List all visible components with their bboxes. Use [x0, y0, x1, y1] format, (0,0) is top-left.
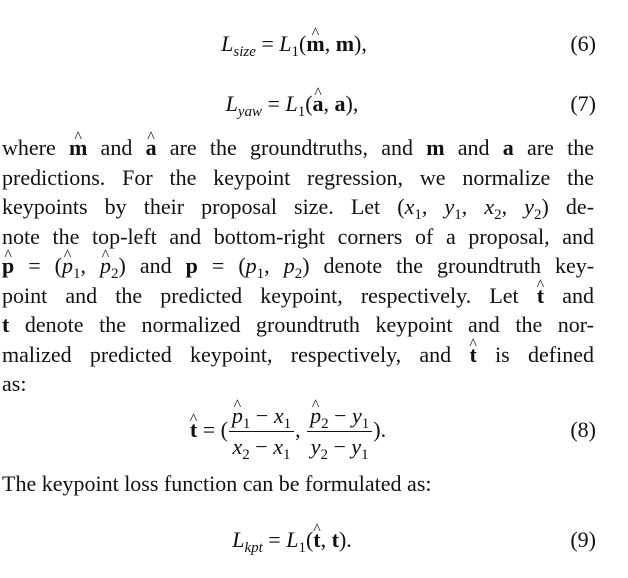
paragraph-1-line-4: note the top-left and bottom-right corners of a proposal, and — [2, 223, 594, 249]
equation-9-number: (9) — [570, 527, 596, 552]
paragraph-1-line-5: ^ p = (^ $p_1$, ^ $p_2$) and $p = (p_1$, $p_2$) denote the groundtruth key- — [2, 251, 594, 281]
paragraph-2-line-1: The keypoint loss function can be formulated as: — [2, 471, 432, 496]
equation-9 — [0, 520, 628, 560]
paragraph-1-line-8: malized predicted keypoint, respectively, and ^ t is defined — [2, 340, 594, 370]
paragraph-1-line-9: as: — [2, 371, 27, 396]
paragraph-1-line-6: point and the predicted keypoint, respectively. Let ^ t and — [2, 281, 594, 311]
paragraph-2 — [2, 469, 594, 499]
equation-7-math: $L_{yaw}$ = $L_1(\^{}$ a, a), — [0, 84, 606, 124]
equation-6-number: (6) — [570, 31, 596, 56]
paragraph-1-line-3: keypoints by their proposal size. Let ($x_1$, $y_1$, $x_2$, $y_2$) de- — [2, 194, 595, 223]
equation-7 — [0, 84, 628, 124]
fraction-1: ^ $\frac{p_1 - x_1}{x_2 - x_1}$ — [229, 403, 294, 460]
paragraph-1-line-7: t denote the normalized groundtruth keypoint and the nor- — [2, 312, 594, 337]
paragraph-1-line-1: where ^ m and ^ a are the groundtruths, and m and a are the — [2, 133, 594, 163]
fraction-2: ^ $\frac{p_2 - y_1}{y_2 - y_1}$ — [307, 403, 372, 460]
equation-8-number: (8) — [570, 417, 596, 442]
equation-6-math: $L_{size}$ = $L_1(\^{}$ m, m), — [0, 24, 608, 64]
equation-6 — [0, 24, 628, 64]
paragraph-1-line-2: predictions. For the keypoint regression, we normalize the — [2, 164, 594, 190]
equation-9-math: $L_{kpt}$ = $L_1(\^{}$ t, t). — [0, 520, 606, 560]
paragraph-1 — [2, 133, 594, 399]
equation-8-math: ^ t = ( ^ $\frac{p_1 - x_1}{x_2 - x_1}$ , ^ $\frac{p_2 - y_1}{y_2 - y_1}$ ). — [0, 402, 602, 460]
equation-8 — [0, 402, 628, 464]
equation-7-number: (7) — [570, 91, 596, 116]
